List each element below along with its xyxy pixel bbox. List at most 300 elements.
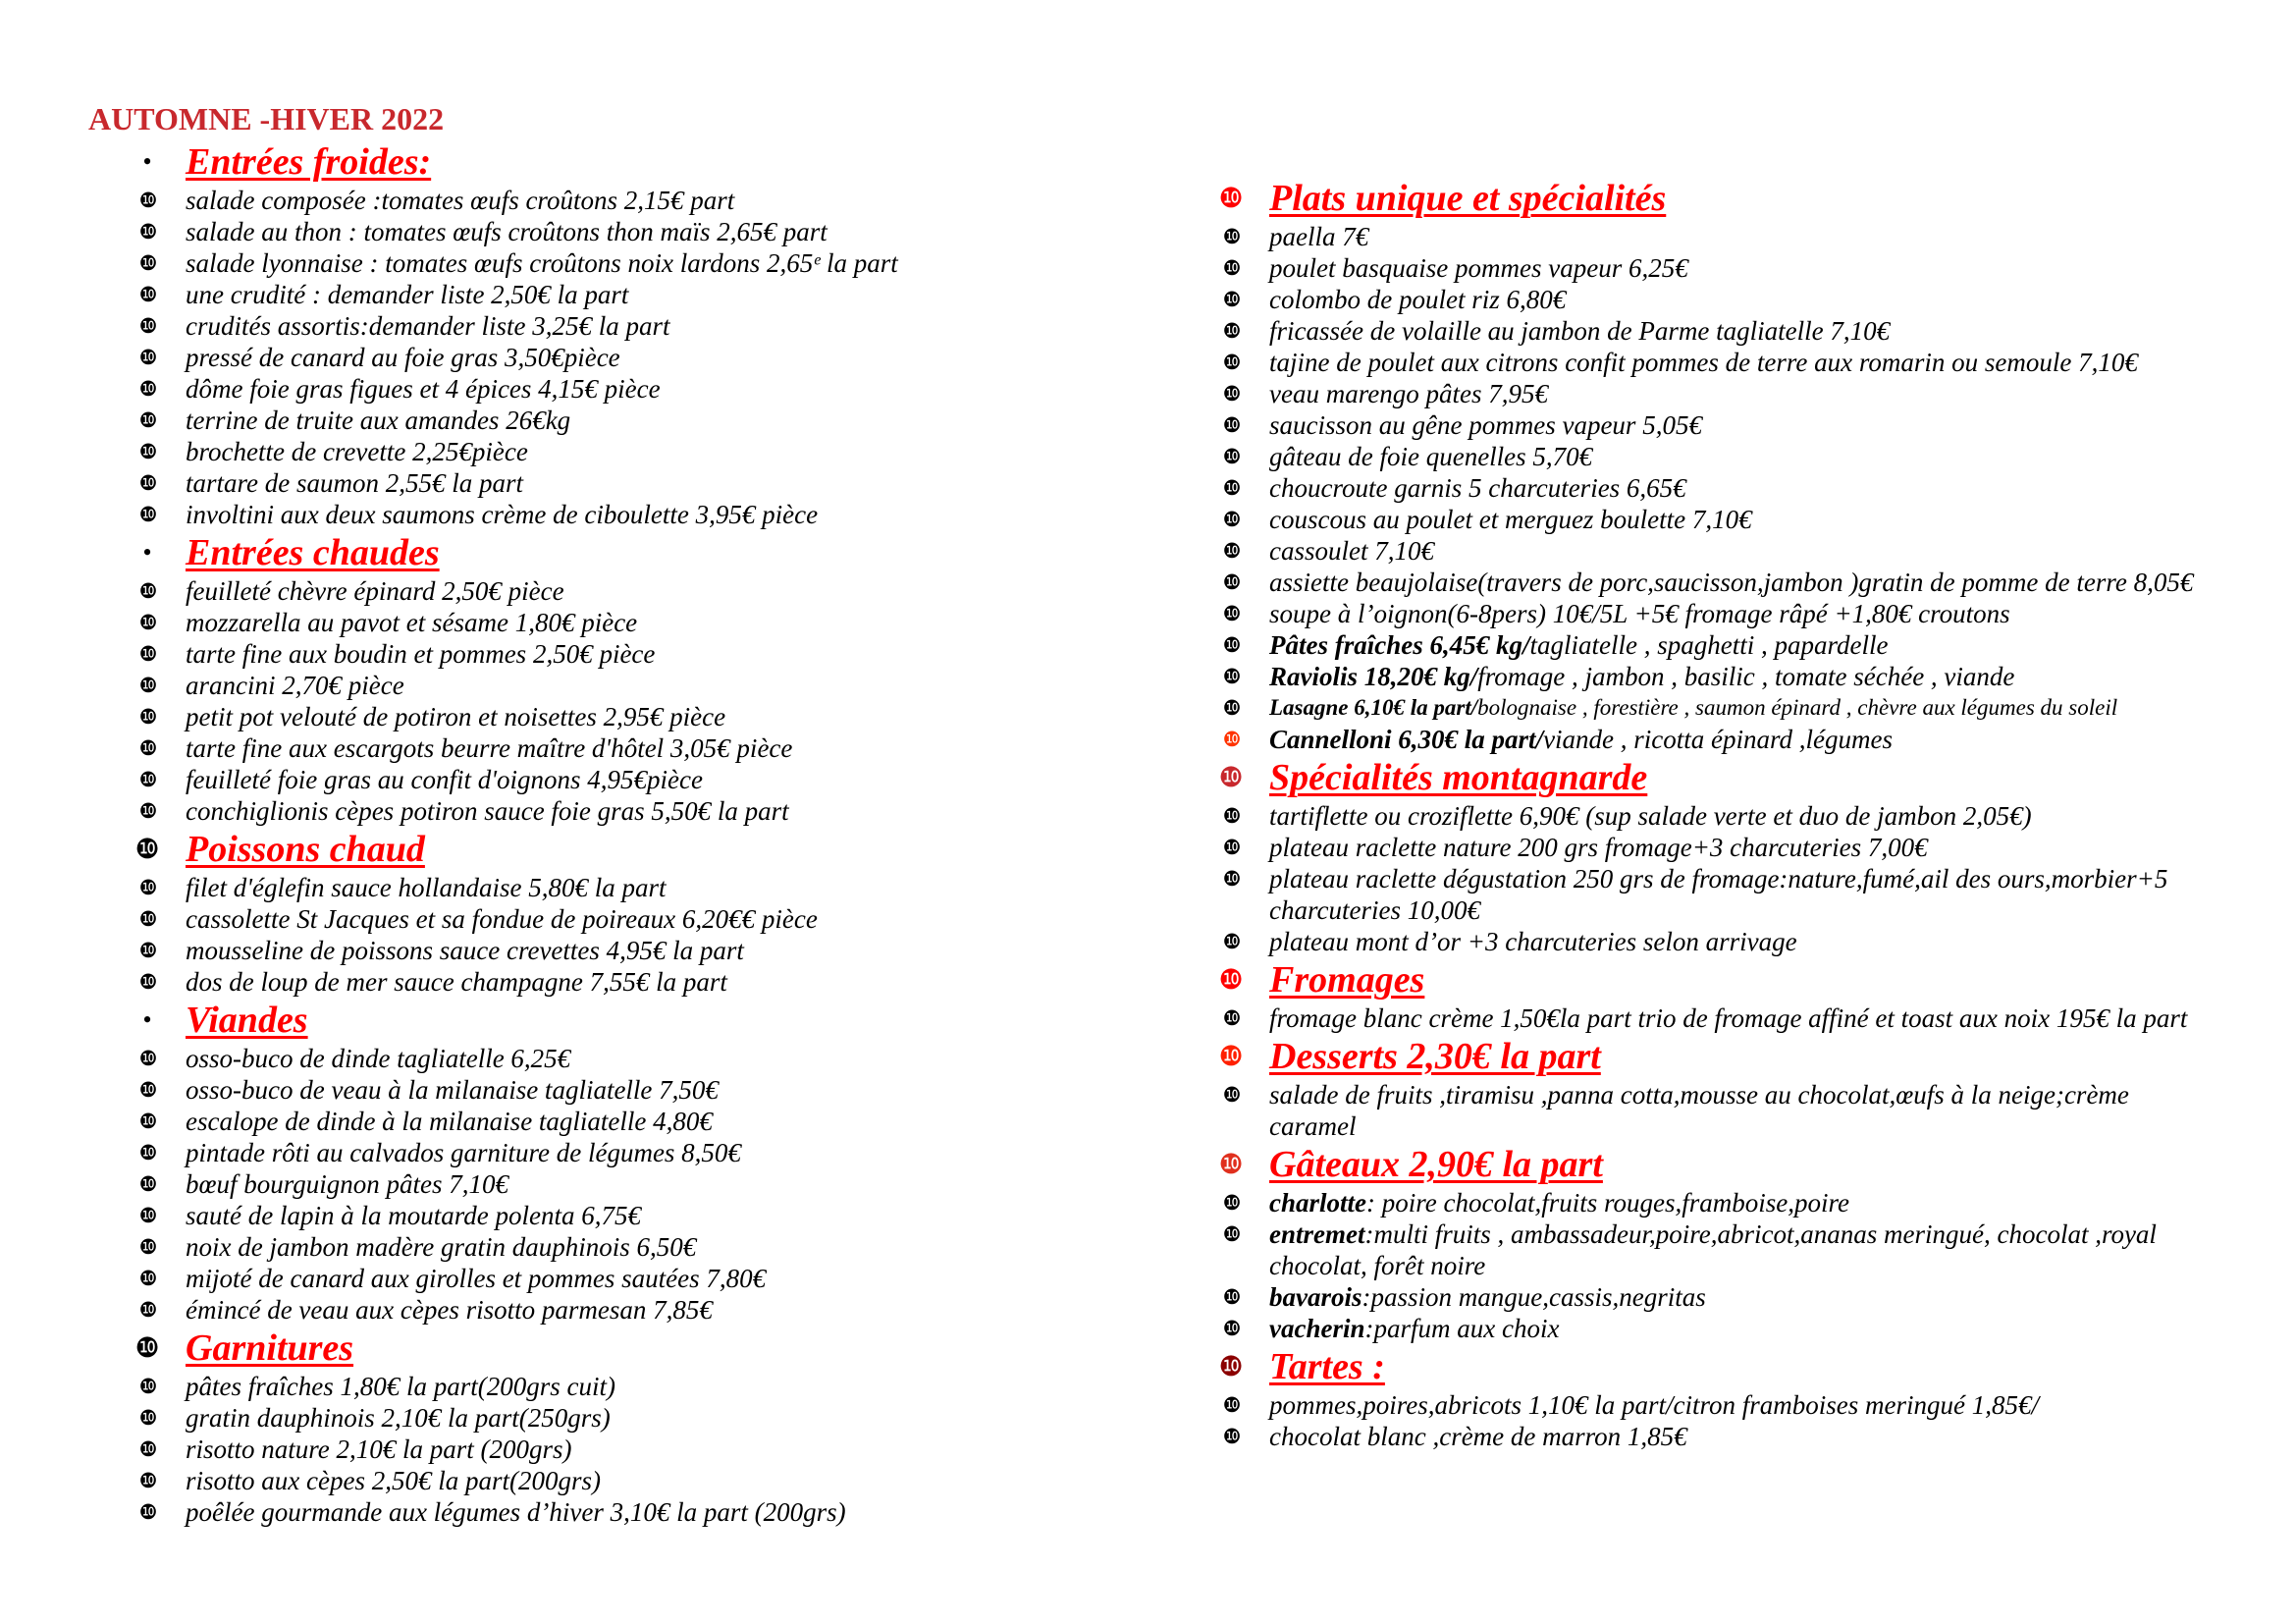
circled-ten-icon: ❿ [1222,445,1242,468]
menu-item [1211,724,2291,755]
menu-item-text: tajine de poulet aux citrons confit pommes de terre aux romarin ou semoule 7,10€ [1269,348,2138,377]
circled-ten-icon: ❿ [138,377,158,401]
menu-item-text: plateau raclette nature 200 grs fromage+3 charcuteries 7,00€ [1269,833,1928,862]
menu-item-line [186,1200,1158,1231]
menu-item-line [1269,535,2291,567]
menu-item-text: plateau mont d’or +3 charcuteries selon arrivage [1269,927,1797,956]
menu-item [128,1168,1158,1200]
menu-item-bold-text: Pâtes fraîches 6,45€ kg/ [1269,630,1530,660]
menu-item-text: pintade rôti au calvados garniture de légumes 8,50€ [186,1138,741,1167]
menu-item [1211,926,2291,957]
menu-item-line [186,1168,1158,1200]
circled-ten-icon: ❿ [1222,351,1242,374]
menu-item-text: :passion mangue,cassis,negritas [1362,1282,1706,1312]
circled-ten-icon: ❿ [1218,761,1244,793]
circled-ten-icon: ❿ [1222,225,1242,248]
circled-ten-icon: ❿ [1222,665,1242,688]
circled-ten-icon: ❿ [1222,1317,1242,1340]
menu-item-text: chocolat, forêt noire [1269,1251,1486,1280]
menu-item-line [1269,724,2291,755]
menu-item-text: osso-buco de veau à la milanaise tagliatelle 7,50€ [186,1075,719,1105]
menu-item [128,1371,1158,1402]
circled-ten-icon: ❿ [138,1141,158,1164]
menu-item-line [186,903,1158,935]
circled-ten-icon: ❿ [138,220,158,244]
section-title: Garnitures [186,1327,354,1369]
menu-item-text: risotto nature 2,10€ la part (200grs) [186,1435,572,1464]
circled-ten-icon: ❿ [134,1331,160,1364]
menu-item-line [1269,1079,2291,1110]
circled-ten-icon: ❿ [1222,1083,1242,1107]
menu-item-text: mousseline de poissons sauce crevettes 4,95€ la part [186,936,744,965]
menu-item-text: salade lyonnaise : tomates œufs croûtons noix lardons 2,65ᵉ la part [186,248,898,278]
menu-item-line [1269,1218,2291,1250]
menu-item [1211,1389,2291,1421]
circled-ten-icon: ❿ [1222,696,1242,720]
menu-item [128,966,1158,998]
menu-item-text: involtini aux deux saumons crème de ciboulette 3,95€ pièce [186,500,819,529]
bullet-icon: • [142,1005,152,1034]
menu-item [128,1043,1158,1074]
menu-item [1211,315,2291,347]
circled-ten-icon: ❿ [1222,288,1242,311]
menu-item [128,701,1158,732]
menu-item [128,405,1158,436]
circled-ten-icon: ❿ [1222,1393,1242,1417]
menu-item-text: petit pot velouté de potiron et noisettes 2,95€ pièce [186,702,726,731]
menu-item-bold-text: entremet [1269,1219,1365,1249]
menu-item-line [186,1263,1158,1294]
menu-item-line [1269,472,2291,504]
menu-item-text: gratin dauphinois 2,10€ la part(250grs) [186,1403,611,1433]
section-title: Entrées chaudes [186,532,440,573]
section-title: Viandes [186,1000,308,1041]
circled-ten-icon: ❿ [138,471,158,495]
circled-ten-icon: ❿ [1222,570,1242,594]
circled-ten-icon: ❿ [1222,1191,1242,1215]
menu-item [128,279,1158,310]
menu-item-line [186,405,1158,436]
menu-item [1211,504,2291,535]
menu-item [128,1200,1158,1231]
menu-item-text: pommes,poires,abricots 1,10€ la part/citron framboises meringué 1,85€/ [1269,1390,2039,1420]
menu-item [128,607,1158,638]
menu-item-text: couscous au poulet et merguez boulette 7,10€ [1269,505,1752,534]
menu-item-text: saucisson au gêne pommes vapeur 5,05€ [1269,410,1702,440]
circled-ten-icon: ❿ [1222,867,1242,891]
circled-ten-icon: ❿ [138,939,158,962]
circled-ten-icon: ❿ [1222,256,1242,280]
menu-item-line [186,216,1158,247]
menu-item-text: crudités assortis:demander liste 3,25€ la part [186,311,670,341]
menu-item-line [186,1074,1158,1106]
circled-ten-icon: ❿ [138,1375,158,1398]
section-heading [1211,1344,2291,1389]
menu-item [1211,284,2291,315]
menu-item-line [186,310,1158,342]
menu-item-text: pâtes fraîches 1,80€ la part(200grs cuit) [186,1372,615,1401]
menu-item [128,1074,1158,1106]
circled-ten-icon: ❿ [138,768,158,791]
menu-item [1211,863,2291,926]
menu-item-line [186,638,1158,670]
circled-ten-icon: ❿ [138,251,158,275]
menu-item-line [186,935,1158,966]
menu-item [1211,347,2291,378]
circled-ten-icon: ❿ [138,799,158,823]
menu-item-text: mijoté de canard aux girolles et pommes sautées 7,80€ [186,1264,767,1293]
section-specialites-montagnarde [1211,755,2291,957]
menu-item-text: dos de loup de mer sauce champagne 7,55€ la part [186,967,727,997]
menu-item-text: risotto aux cèpes 2,50€ la part(200grs) [186,1466,601,1495]
circled-ten-icon: ❿ [1222,476,1242,500]
menu-item-text: feuilleté chèvre épinard 2,50€ pièce [186,576,564,606]
menu-item-text: noix de jambon madère gratin dauphinois 6,50€ [186,1232,697,1262]
menu-item-line [186,499,1158,530]
menu-item-text: tarte fine aux escargots beurre maître d'hôtel 3,05€ pièce [186,733,793,763]
menu-item [128,1263,1158,1294]
circled-ten-icon: ❿ [138,1298,158,1322]
menu-item-text: plateau raclette dégustation 250 grs de fromage:nature,fumé,ail des ours,morbier+5 [1269,864,2168,893]
menu-item [1211,567,2291,598]
menu-item-text: arancini 2,70€ pièce [186,671,404,700]
menu-item [1211,1421,2291,1452]
menu-item [1211,1313,2291,1344]
section-gateaux-2-90-la-part [1211,1142,2291,1344]
section-poissons-chaud [128,827,1158,998]
circled-ten-icon: ❿ [1222,836,1242,859]
menu-item [128,670,1158,701]
menu-item [128,1402,1158,1434]
circled-ten-icon: ❿ [138,611,158,634]
menu-item [1211,629,2291,661]
menu-item-text: fricassée de volaille au jambon de Parme tagliatelle 7,10€ [1269,316,1891,346]
section-heading [128,998,1158,1043]
section-heading [128,530,1158,575]
menu-item-text: sauté de lapin à la moutarde polenta 6,75€ [186,1201,641,1230]
menu-item-text: salade au thon : tomates œufs croûtons thon maïs 2,65€ part [186,217,828,246]
menu-item-line [186,1371,1158,1402]
right-column [1211,176,2291,1452]
menu-item-bold-text: Raviolis 18,20€ kg/ [1269,662,1478,691]
menu-item-line [1269,1313,2291,1344]
circled-ten-icon: ❿ [1222,602,1242,625]
menu-item [1211,692,2291,724]
menu-item [128,795,1158,827]
circled-ten-icon: ❿ [1222,382,1242,406]
circled-ten-icon: ❿ [1222,1222,1242,1246]
menu-item [128,1434,1158,1465]
section-desserts-2-30-la-part [1211,1034,2291,1142]
menu-item-line [1269,800,2291,832]
circled-ten-icon: ❿ [138,1437,158,1461]
menu-item [128,436,1158,467]
circled-ten-icon: ❿ [1222,1285,1242,1309]
menu-item-text: poulet basquaise pommes vapeur 6,25€ [1269,253,1688,283]
circled-ten-icon: ❿ [1218,1350,1244,1382]
menu-item-text: gâteau de foie quenelles 5,70€ [1269,442,1593,471]
menu-item-line [1269,629,2291,661]
menu-item [1211,661,2291,692]
menu-item-line [186,1043,1158,1074]
menu-item [128,499,1158,530]
circled-ten-icon: ❿ [1222,930,1242,953]
menu-item-text: :multi fruits , ambassadeur,poire,abricot,ananas meringué, chocolat ,royal [1364,1219,2157,1249]
menu-item [1211,1002,2291,1034]
menu-item-line [186,701,1158,732]
section-title: Gâteaux 2,90€ la part [1269,1144,1603,1185]
circled-ten-icon: ❿ [1222,413,1242,437]
menu-item-line [186,607,1158,638]
menu-item-text: émincé de veau aux cèpes risotto parmesan 7,85€ [186,1295,713,1325]
menu-item [128,638,1158,670]
menu-item-line [1269,221,2291,252]
menu-item [128,216,1158,247]
circled-ten-icon: ❿ [138,1500,158,1524]
menu-item-line [186,467,1158,499]
menu-item-text: bœuf bourguignon pâtes 7,10€ [186,1169,509,1199]
section-heading [1211,176,2291,221]
menu-item-line [1269,409,2291,441]
menu-item [128,1137,1158,1168]
menu-item-text: fromage blanc crème 1,50€la part trio de fromage affiné et toast aux noix 195€ la part [1269,1003,2188,1033]
menu-item [128,373,1158,405]
menu-item-line [186,279,1158,310]
menu-item-line [1269,252,2291,284]
menu-item-text: charcuteries 10,00€ [1269,895,1480,925]
menu-item-text: feuilleté foie gras au confit d'oignons 4,95€pièce [186,765,703,794]
menu-item [1211,409,2291,441]
menu-item-text: : poire chocolat,fruits rouges,framboise,poire [1366,1188,1849,1218]
menu-item-bold-text: charlotte [1269,1188,1366,1218]
menu-item-line [1269,1421,2291,1452]
menu-item-text: viande , ricotta épinard ,légumes [1543,725,1893,754]
menu-item-bold-text: bavarois [1269,1282,1362,1312]
circled-ten-icon: ❿ [1222,508,1242,531]
section-heading [1211,957,2291,1002]
bullet-icon: • [142,538,152,567]
menu-item-bold-text: Lasagne 6,10€ la part/ [1269,695,1478,720]
menu-item-text: tartiflette ou croziflette 6,90€ (sup salade verte et duo de jambon 2,05€) [1269,801,2032,831]
menu-item [1211,378,2291,409]
menu-item-line [186,1434,1158,1465]
circled-ten-icon: ❿ [138,1110,158,1133]
menu-item-line [1269,284,2291,315]
circled-ten-icon: ❿ [1222,539,1242,563]
menu-item-text: :parfum aux choix [1364,1314,1560,1343]
circled-ten-icon: ❿ [138,1235,158,1259]
menu-item-text: salade de fruits ,tiramisu ,panna cotta,mousse au chocolat,œufs à la neige;crème [1269,1080,2129,1110]
circled-ten-icon: ❿ [134,833,160,865]
menu-item-line [1269,567,2291,598]
menu-item-text: choucroute garnis 5 charcuteries 6,65€ [1269,473,1686,503]
menu-title: AUTOMNE -HIVER 2022 [88,101,445,136]
menu-item-text: dôme foie gras figues et 4 épices 4,15€ pièce [186,374,661,404]
circled-ten-icon: ❿ [138,1172,158,1196]
circled-ten-icon: ❿ [138,970,158,994]
menu-item [128,1231,1158,1263]
menu-item [128,732,1158,764]
menu-item-line [1269,926,2291,957]
menu-item-text: assiette beaujolaise(travers de porc,saucisson,jambon )gratin de pomme de terre 8,05€ [1269,568,2194,597]
menu-item-line [186,1496,1158,1528]
circled-ten-icon: ❿ [138,736,158,760]
circled-ten-icon: ❿ [138,503,158,526]
section-heading [128,1326,1158,1371]
section-entrees-chaudes [128,530,1158,827]
menu-item-line [1269,832,2291,863]
menu-item-text: escalope de dinde à la milanaise tagliatelle 4,80€ [186,1107,713,1136]
menu-item-text: cassoulet 7,10€ [1269,536,1434,566]
menu-item-line [186,1294,1158,1326]
section-title: Plats unique et spécialités [1269,178,1667,219]
menu-item [128,310,1158,342]
menu-item-line [186,1231,1158,1263]
section-tartes [1211,1344,2291,1452]
menu-item [128,247,1158,279]
menu-item [1211,598,2291,629]
section-heading [1211,1034,2291,1079]
circled-ten-icon: ❿ [138,1469,158,1492]
circled-ten-icon: ❿ [138,1078,158,1102]
menu-item-line [186,1465,1158,1496]
menu-item-line [186,670,1158,701]
circled-ten-icon: ❿ [1222,633,1242,657]
circled-ten-icon: ❿ [1222,319,1242,343]
menu-item-line [1269,661,2291,692]
menu-item-text: filet d'églefin sauce hollandaise 5,80€ la part [186,873,667,902]
circled-ten-icon: ❿ [138,907,158,931]
circled-ten-icon: ❿ [138,408,158,432]
menu-item-line [186,185,1158,216]
menu-item [1211,800,2291,832]
section-heading [128,827,1158,872]
menu-item-text: osso-buco de dinde tagliatelle 6,25€ [186,1044,571,1073]
menu-item-text: terrine de truite aux amandes 26€kg [186,406,571,435]
circled-ten-icon: ❿ [138,1267,158,1290]
menu-item-line [186,436,1158,467]
menu-item [128,1294,1158,1326]
section-heading [1211,755,2291,800]
menu-item [128,1496,1158,1528]
section-garnitures [128,1326,1158,1528]
menu-item-line [186,247,1158,279]
menu-item [1211,441,2291,472]
section-fromages [1211,957,2291,1034]
menu-item-line [1269,1187,2291,1218]
section-plats-unique-et-specialites [1211,176,2291,755]
menu-item [1211,1218,2291,1281]
menu-item-line [1269,1250,2291,1281]
menu-item [1211,472,2291,504]
menu-item-line [1269,1002,2291,1034]
circled-ten-icon: ❿ [1218,1148,1244,1180]
menu-item-line [186,795,1158,827]
menu-item-line [1269,504,2291,535]
bullet-icon: • [142,147,152,176]
menu-item [128,1465,1158,1496]
menu-item-text: bolognaise , forestière , saumon épinard , chèvre aux légumes du soleil [1477,695,2118,720]
menu-item-text: tarte fine aux boudin et pommes 2,50€ pièce [186,639,656,669]
menu-item-line [186,1106,1158,1137]
menu-item [1211,1187,2291,1218]
menu-item-text: poêlée gourmande aux légumes d’hiver 3,10€ la part (200grs) [186,1497,846,1527]
menu-item [128,935,1158,966]
section-heading [1211,1142,2291,1187]
menu-item-line [186,1137,1158,1168]
circled-ten-icon: ❿ [138,189,158,212]
menu-item-text: fromage , jambon , basilic , tomate séchée , viande [1477,662,2015,691]
menu-item-line [186,966,1158,998]
menu-item [1211,221,2291,252]
circled-ten-icon: ❿ [138,440,158,463]
menu-item-text: colombo de poulet riz 6,80€ [1269,285,1567,314]
menu-item [128,764,1158,795]
circled-ten-icon: ❿ [138,705,158,729]
menu-item-text: cassolette St Jacques et sa fondue de poireaux 6,20€€ pièce [186,904,818,934]
circled-ten-icon: ❿ [1218,182,1244,214]
menu-item [128,185,1158,216]
menu-item-line [1269,441,2291,472]
menu-item [128,467,1158,499]
menu-item-line [1269,894,2291,926]
menu-item-line [186,1402,1158,1434]
menu-item-line [186,872,1158,903]
menu-item-line [186,764,1158,795]
section-title: Spécialités montagnarde [1269,757,1648,798]
circled-ten-icon: ❿ [138,1047,158,1070]
menu-item-line [1269,1281,2291,1313]
menu-item-line [186,732,1158,764]
menu-item-text: veau marengo pâtes 7,95€ [1269,379,1548,408]
menu-item-text: chocolat blanc ,crème de marron 1,85€ [1269,1422,1687,1451]
menu-item [1211,252,2291,284]
circled-ten-icon: ❿ [1222,804,1242,828]
circled-ten-icon: ❿ [138,876,158,899]
circled-ten-icon: ❿ [138,579,158,603]
circled-ten-icon: ❿ [1222,1425,1242,1448]
menu-item [128,575,1158,607]
circled-ten-icon: ❿ [1218,963,1244,996]
menu-item-line [1269,598,2291,629]
menu-item-text: une crudité : demander liste 2,50€ la part [186,280,629,309]
circled-ten-icon: ❿ [1222,1006,1242,1030]
section-viandes [128,998,1158,1326]
menu-item [1211,535,2291,567]
circled-ten-icon: ❿ [138,642,158,666]
menu-item-text: conchiglionis cèpes potiron sauce foie gras 5,50€ la part [186,796,789,826]
menu-item-line [1269,378,2291,409]
menu-item-text: salade composée :tomates œufs croûtons 2,15€ part [186,186,735,215]
menu-item-bold-text: Cannelloni 6,30€ la part/ [1269,725,1544,754]
menu-item [1211,1079,2291,1142]
menu-item-line [186,373,1158,405]
menu-item [128,872,1158,903]
menu-item-line [186,342,1158,373]
menu-item [128,1106,1158,1137]
section-title: Tartes : [1269,1346,1385,1387]
menu-item-line [1269,692,2291,724]
menu-item-text: brochette de crevette 2,25€pièce [186,437,528,466]
menu-item-line [1269,863,2291,894]
menu-item-text: paella 7€ [1269,222,1369,251]
circled-ten-icon: ❿ [138,1204,158,1227]
menu-item-line [1269,315,2291,347]
menu-item-line [1269,347,2291,378]
circled-ten-icon: ❿ [138,283,158,306]
circled-ten-icon: ❿ [1222,728,1242,751]
menu-item-text: soupe à l’oignon(6-8pers) 10€/5L +5€ fromage râpé +1,80€ croutons [1269,599,2010,628]
